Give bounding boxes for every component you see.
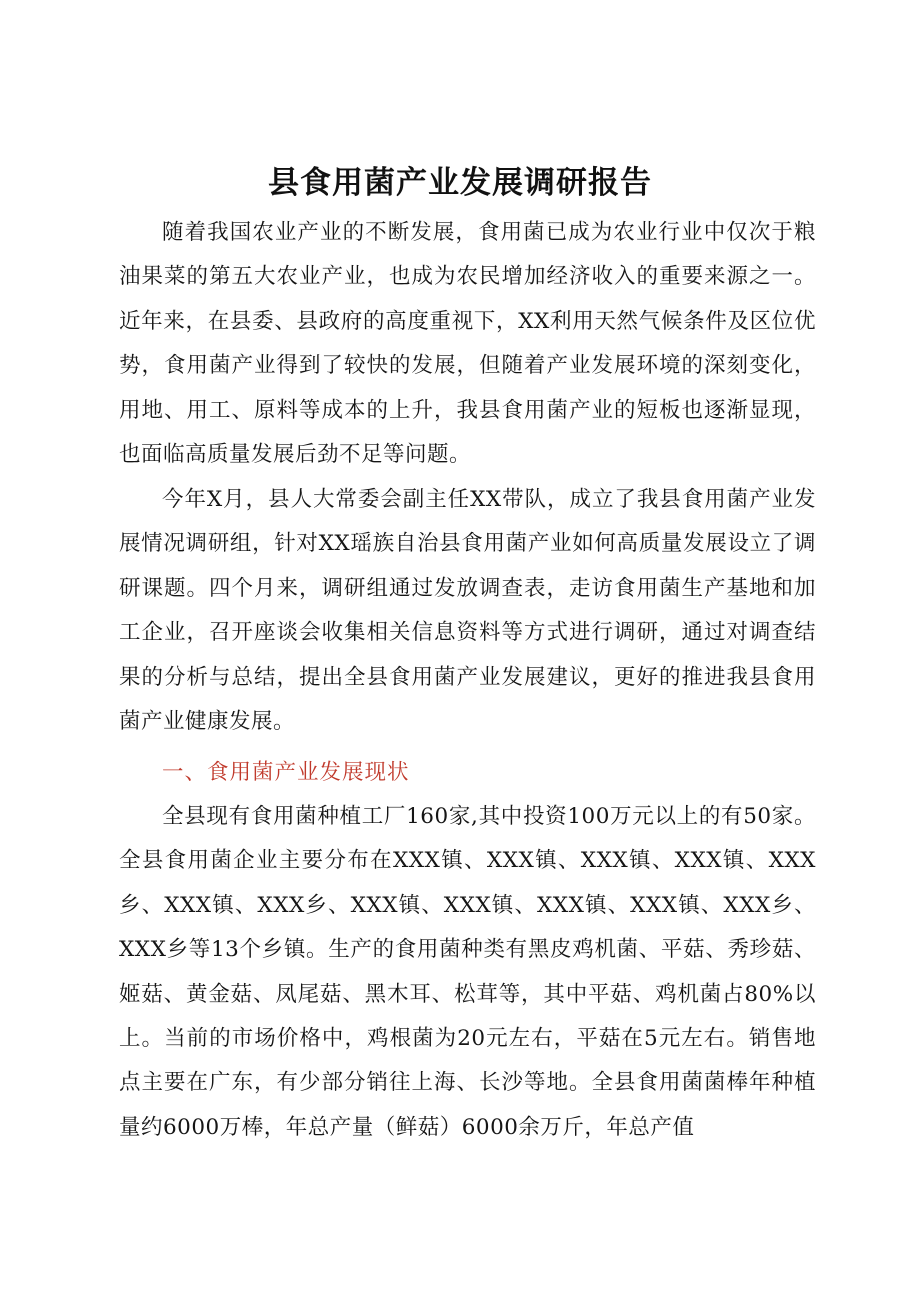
section-paragraph: 全县现有食用菌种植工厂160家,其中投资100万元以上的有50家。全县食用菌企业主要分布在XXX镇、XXX镇、XXX镇、XXX镇、XXX乡、XXX镇、XXX乡、XXX镇、XXX镇、XXX镇、XXX镇、XXX乡、XXX乡等13个乡镇。生产的食用菌种类有黑皮鸡机菌、平菇、秀珍菇、姬菇、黄金菇、凤尾菇、黑木耳、松茸等，其中平菇、鸡机菌占80%以上。当前的市场价格中，鸡根菌为20元左右，平菇在5元左右。销售地点主要在广东，有少部分销往上海、长沙等地。全县食用菌菌棒年种植量约6000万棒，年总产量（鲜菇）6000余万斤，年总产值	[119, 804, 816, 1140]
section-heading: 一、食用菌产业发展现状	[162, 760, 410, 785]
intro-paragraph: 随着我国农业产业的不断发展，食用菌已成为农业行业中仅次于粮油果菜的第五大农业产业，也成为农民增加经济收入的重要来源之一。近年来，在县委、县政府的高度重视下，XX利用天然气候条件及区位优势，食用菌产业得到了较快的发展，但随着产业发展环境的深刻变化，用地、用工、原料等成本的上升，我县食用菌产业的短板也逐渐显现，也面临高质量发展后劲不足等问题。	[119, 220, 816, 468]
research-paragraph: 今年X月，县人大常委会副主任XX带队，成立了我县食用菌产业发展情况调研组，针对XX瑶族自治县食用菌产业如何高质量发展设立了调研课题。四个月来，调研组通过发放调查表，走访食用菌生产基地和加工企业，召开座谈会收集相关信息资料等方式进行调研，通过对调查结果的分析与总结，提出全县食用菌产业发展建议，更好的推进我县食用菌产业健康发展。	[119, 487, 816, 735]
document-title: 县食用菌产业发展调研报告	[268, 165, 652, 201]
